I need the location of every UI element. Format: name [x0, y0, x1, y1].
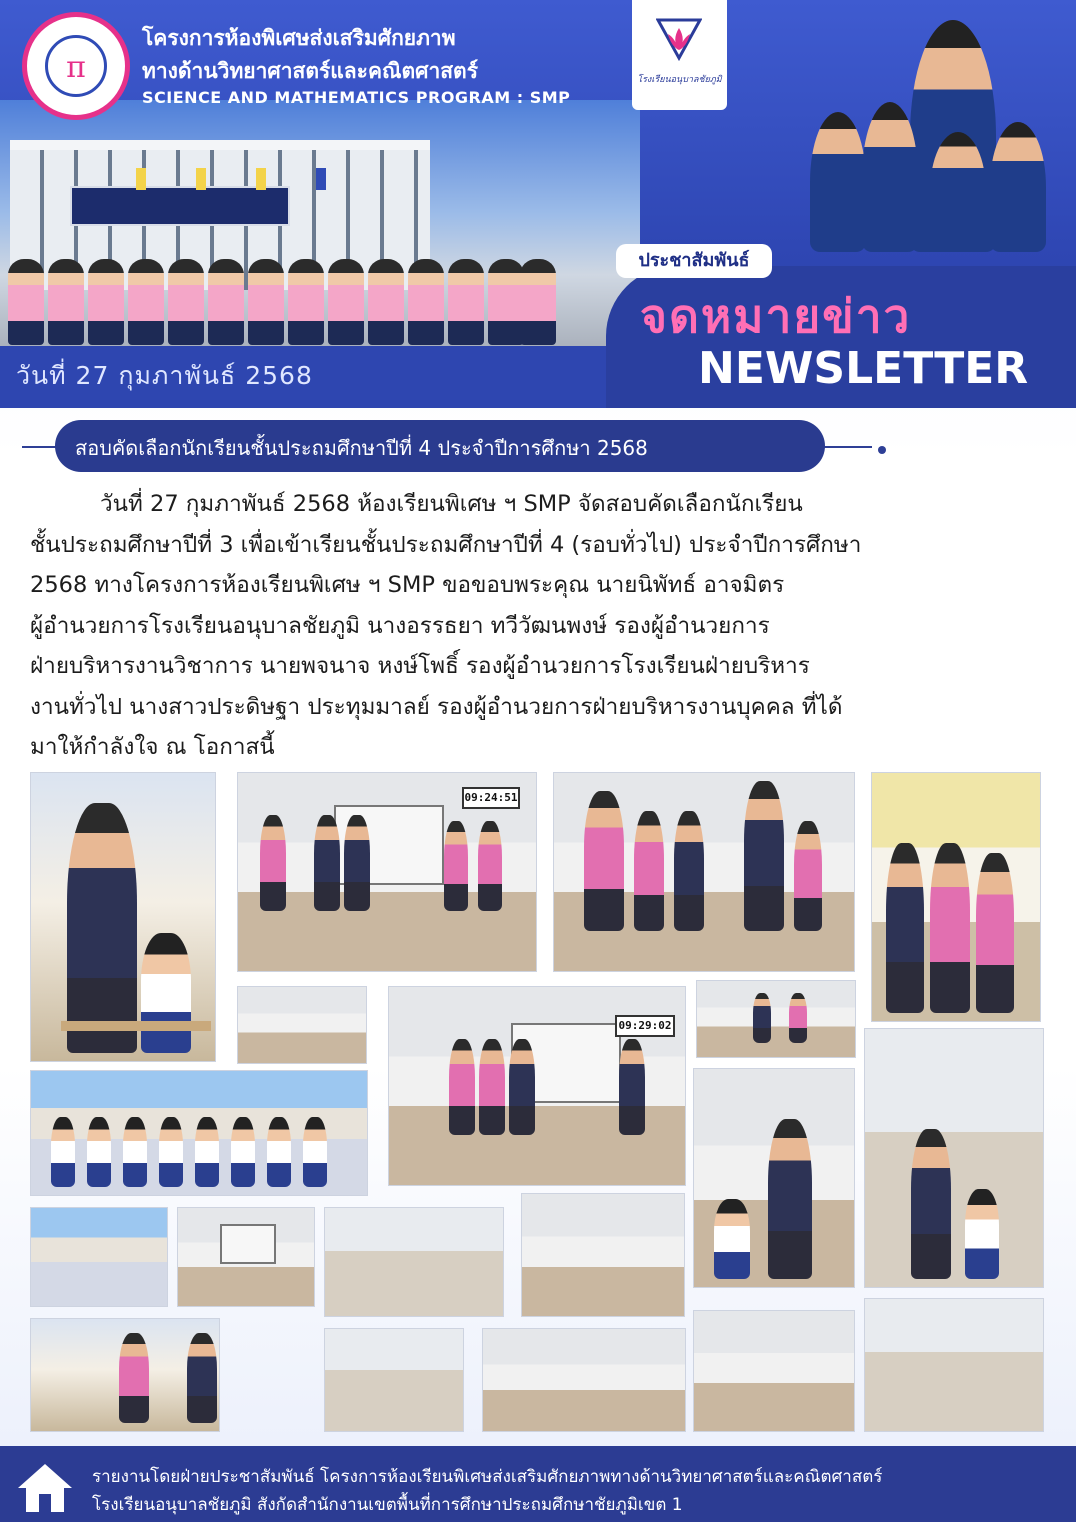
event-photo — [30, 1207, 168, 1307]
header-banner — [0, 0, 1076, 408]
event-photo — [871, 772, 1041, 1022]
section-heading: สอบคัดเลือกนักเรียนชั้นประถมศึกษาปีที่ 4 ประจำปีการศึกษา 2568 — [75, 436, 648, 460]
exam-clock: 09:24:51 — [462, 787, 520, 809]
home-icon — [16, 1462, 74, 1514]
event-photo — [482, 1328, 686, 1432]
event-photo — [324, 1328, 464, 1432]
flag-icon — [316, 168, 326, 190]
event-photo — [177, 1207, 315, 1307]
school-logo — [632, 0, 727, 110]
event-photo — [553, 772, 855, 972]
program-title-en: SCIENCE AND MATHEMATICS PROGRAM : SMP — [142, 88, 571, 107]
smp-logo — [22, 12, 130, 120]
exam-clock: 09:29:02 — [615, 1015, 675, 1037]
newsletter-title-th: จดหมายข่าว — [640, 289, 912, 343]
section-divider-dot — [878, 446, 886, 454]
footer-credit-line2: โรงเรียนอนุบาลชัยภูมิ สังกัดสำนักงานเขตพื้นที่การศึกษาประถมศึกษาชัยภูมิเขต 1 — [92, 1495, 683, 1515]
lotus-icon — [656, 18, 702, 64]
event-photo — [693, 1068, 855, 1288]
event-photo — [696, 980, 856, 1058]
article-body — [30, 484, 1050, 768]
article-line: วันที่ 27 กุมภาพันธ์ 2568 ห้องเรียนพิเศษ ฯ SMP จัดสอบคัดเลือกนักเรียน — [100, 491, 803, 517]
school-badge-caption: โรงเรียนอนุบาลชัยภูมิ — [637, 75, 722, 85]
event-photo — [521, 1193, 685, 1317]
event-photo — [237, 986, 367, 1064]
article-line: ฝ่ายบริหารงานวิชาการ นายพจนาจ หงษ์โพธิ์ รองผู้อำนวยการโรงเรียนฝ่ายบริหาร — [30, 653, 810, 679]
event-photo — [324, 1207, 504, 1317]
flag-icon — [256, 168, 266, 190]
flag-icon — [136, 168, 146, 190]
atom-icon — [45, 35, 107, 97]
event-photo — [693, 1310, 855, 1432]
staff-group-photo — [0, 250, 560, 345]
newsletter-date: วันที่ 27 กุมภาพันธ์ 2568 — [16, 361, 313, 390]
article-line: 2568 ทางโครงการห้องเรียนพิเศษ ฯ SMP ขอขอบพระคุณ นายนิพัทธ์ อาจมิตร — [30, 572, 785, 598]
event-photo — [237, 772, 537, 972]
program-title-line1: โครงการห้องพิเศษส่งเสริมศักยภาพ — [142, 26, 456, 50]
article-line: ผู้อำนวยการโรงเรียนอนุบาลชัยภูมิ นางอรรธยา ทวีวัฒนพงษ์ รองผู้อำนวยการ — [30, 612, 770, 639]
building-sign — [70, 186, 290, 226]
article-line: งานทั่วไป นางสาวประดิษฐา ประทุมมาลย์ รองผู้อำนวยการฝ่ายบริหารงานบุคคล ที่ได้ — [30, 693, 843, 720]
pi-icon: π — [66, 50, 86, 85]
article-line: ชั้นประถมศึกษาปีที่ 3 เพื่อเข้าเรียนชั้นประถมศึกษาปีที่ 4 (รอบทั่วไป) ประจำปีการศึกษา — [30, 531, 862, 558]
footer-credit-line1: รายงานโดยฝ่ายประชาสัมพันธ์ โครงการห้องเรียนพิเศษส่งเสริมศักยภาพทางด้านวิทยาศาสตร์และคณิตศาสตร์ — [92, 1467, 883, 1487]
pr-tag: ประชาสัมพันธ์ — [616, 244, 772, 278]
event-photo — [864, 1298, 1044, 1432]
administrators-photo — [800, 12, 1076, 252]
event-photo — [30, 1318, 220, 1432]
newsletter-title-en: NEWSLETTER — [698, 343, 1029, 394]
event-photo — [30, 772, 216, 1062]
event-photo — [30, 1070, 368, 1196]
event-photo — [388, 986, 686, 1186]
flag-icon — [196, 168, 206, 190]
program-title-line2: ทางด้านวิทยาศาสตร์และคณิตศาสตร์ — [142, 59, 478, 83]
event-photo — [864, 1028, 1044, 1288]
article-line: มาให้กำลังใจ ณ โอกาสนี้ — [30, 734, 275, 760]
